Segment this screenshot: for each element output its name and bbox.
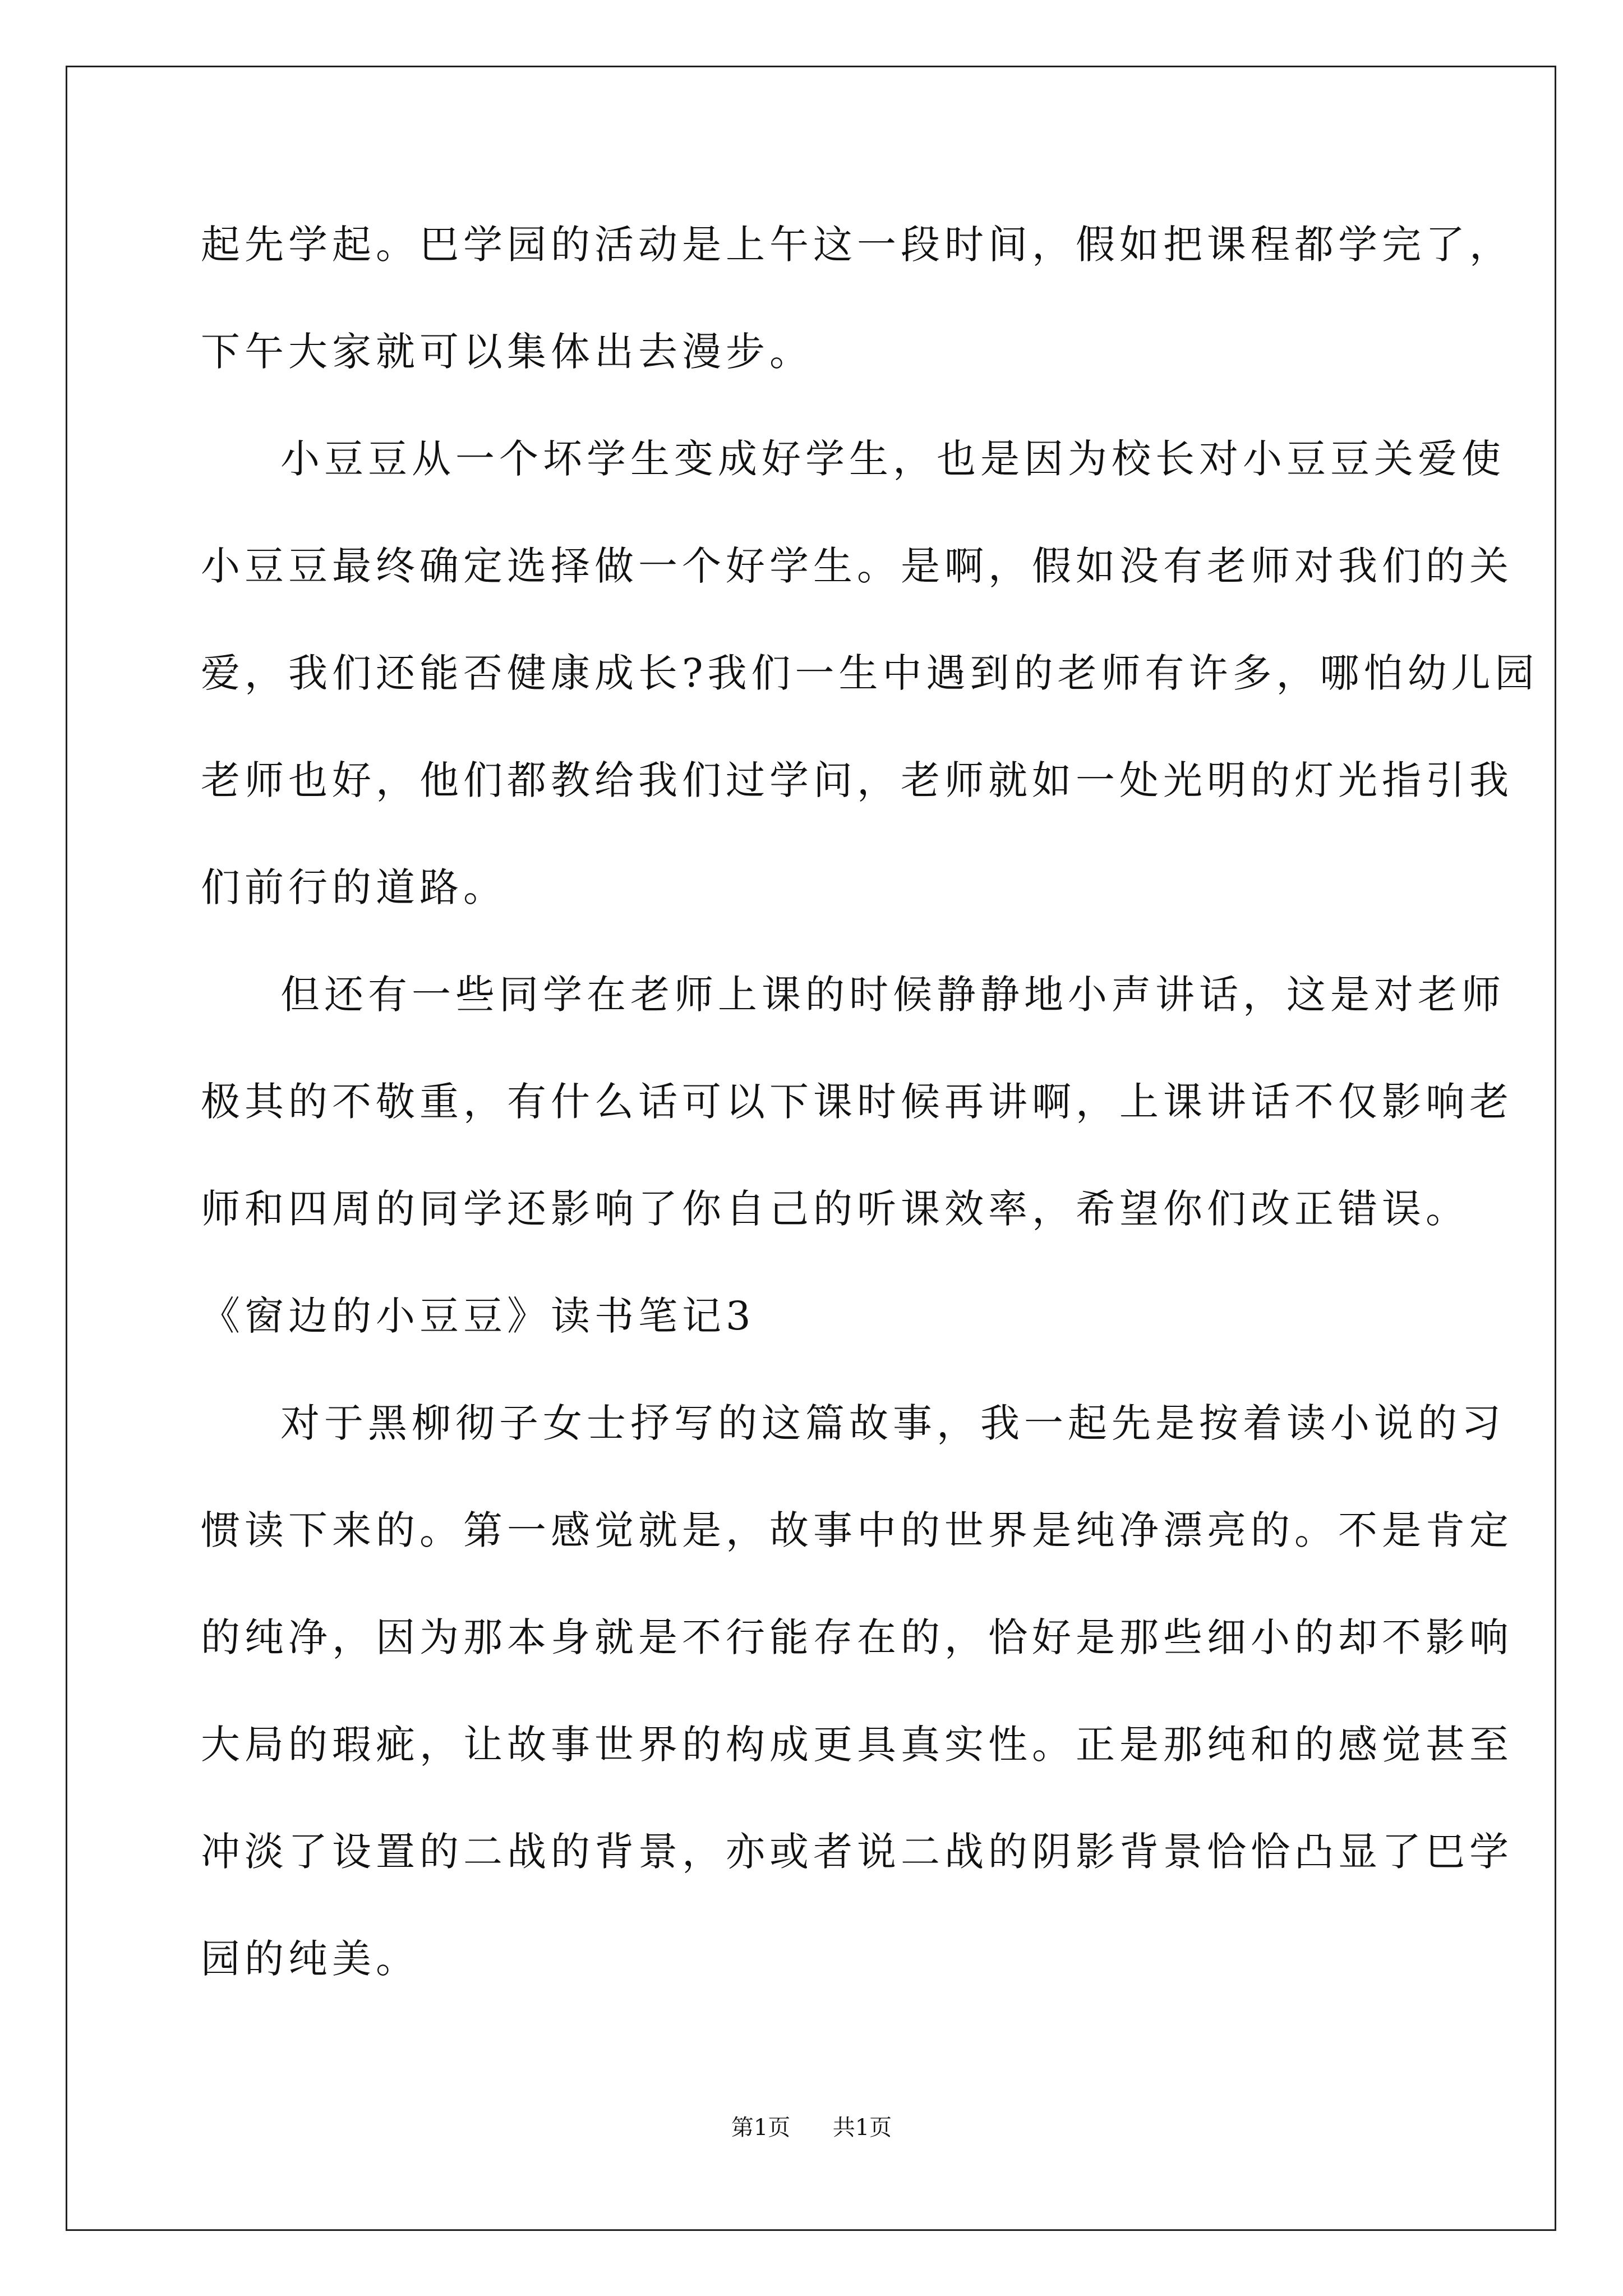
page-number: 第1页 xyxy=(731,2115,791,2141)
text-line: 惯读下来的。第一感觉就是，故事中的世界是纯净漂亮的。不是肯定 xyxy=(201,1507,1513,1553)
page-footer xyxy=(0,2111,1623,2145)
text-line: 极其的不敬重，有什么话可以下课时候再讲啊，上课讲话不仅影响老 xyxy=(201,1079,1513,1125)
paragraph-start-line: 但还有一些同学在老师上课的时候静静地小声讲话，这是对老师 xyxy=(280,972,1505,1018)
page-total: 共1页 xyxy=(832,2115,892,2141)
text-line: 下午大家就可以集体出去漫步。 xyxy=(201,329,813,375)
text-line: 爱，我们还能否健康成长?我们一生中遇到的老师有许多，哪怕幼儿园 xyxy=(201,650,1539,696)
text-line: 师和四周的同学还影响了你自己的听课效率，希望你们改正错误。 xyxy=(201,1186,1469,1232)
text-line: 冲淡了设置的二战的背景，亦或者说二战的阴影背景恰恰凸显了巴学 xyxy=(201,1829,1513,1875)
paragraph-start-line: 小豆豆从一个坏学生变成好学生，也是因为校长对小豆豆关爱使 xyxy=(280,436,1505,482)
text-line: 们前行的道路。 xyxy=(201,864,507,910)
section-heading: 《窗边的小豆豆》读书笔记3 xyxy=(201,1293,755,1339)
paragraph-start-line: 对于黑柳彻子女士抒写的这篇故事，我一起先是按着读小说的习 xyxy=(280,1400,1505,1446)
text-line: 小豆豆最终确定选择做一个好学生。是啊，假如没有老师对我们的关 xyxy=(201,543,1513,589)
document-body xyxy=(201,200,1539,2021)
text-line: 的纯净，因为那本身就是不行能存在的，恰好是那些细小的却不影响 xyxy=(201,1614,1513,1660)
text-line: 起先学起。巴学园的活动是上午这一段时间，假如把课程都学完了， xyxy=(201,222,1513,268)
text-line: 园的纯美。 xyxy=(201,1936,419,1982)
text-line: 大局的瑕疵，让故事世界的构成更具真实性。正是那纯和的感觉甚至 xyxy=(201,1722,1513,1768)
text-line: 老师也好，他们都教给我们过学问，老师就如一处光明的灯光指引我 xyxy=(201,757,1513,803)
